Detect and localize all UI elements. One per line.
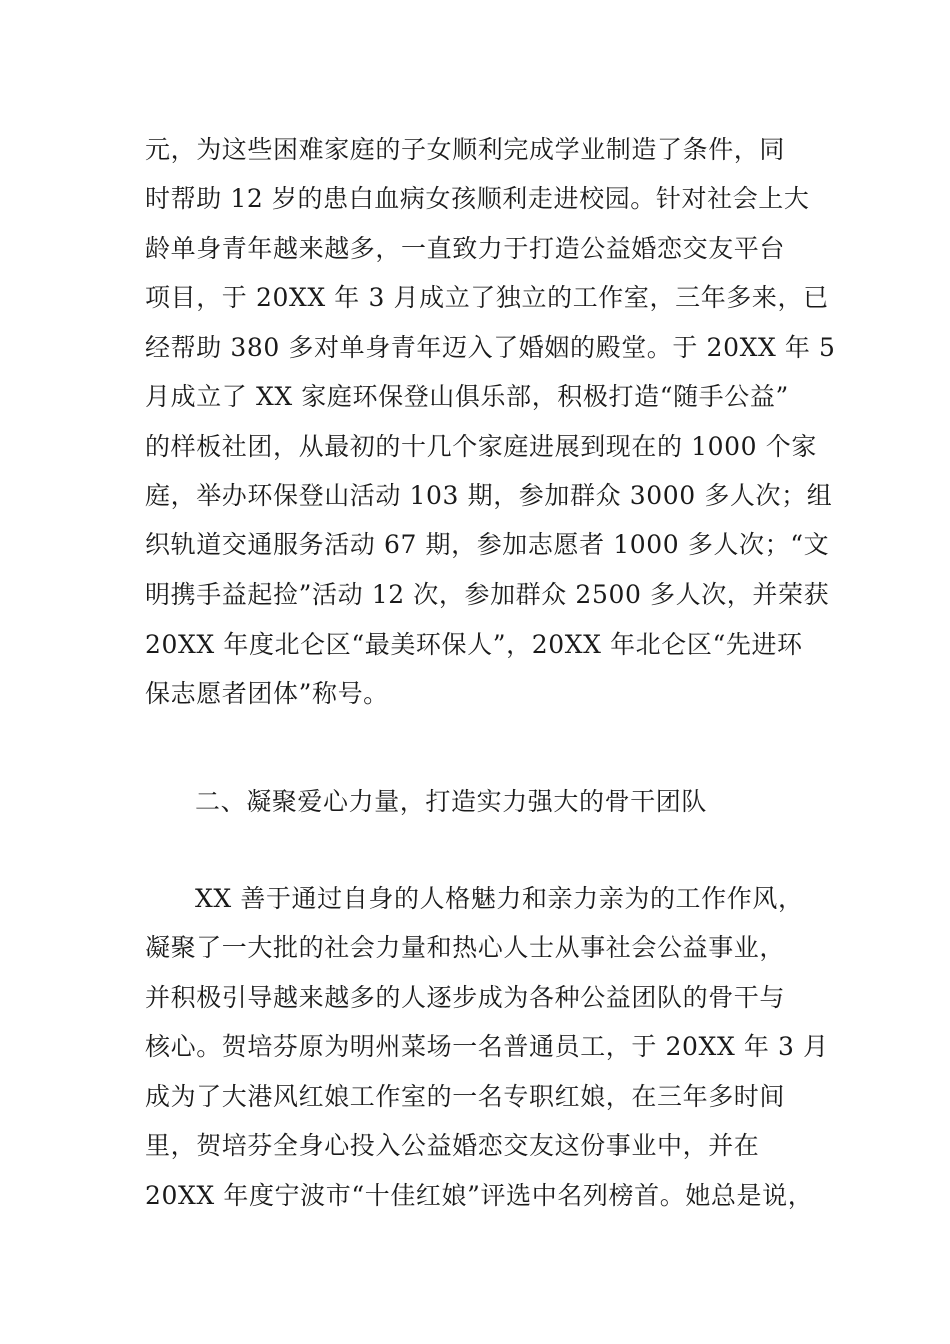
paragraph-2-line: 凝聚了一大批的社会力量和热心人士从事社会公益事业，	[145, 933, 786, 962]
paragraph-2-line: 里，贺培芬全身心投入公益婚恋交友这份事业中，并在	[145, 1131, 760, 1160]
paragraph-1-line: 庭，举办环保登山活动 103 期，参加群众 3000 多人次；组	[145, 481, 833, 510]
paragraph-2-line: 成为了大港风红娘工作室的一名专职红娘，在三年多时间	[145, 1082, 786, 1111]
paragraph-1-line: 织轨道交通服务活动 67 期，参加志愿者 1000 多人次；“文	[145, 530, 830, 559]
paragraph-1-line: 明携手益起捡”活动 12 次，参加群众 2500 多人次，并荣获	[145, 580, 830, 609]
paragraph-1-line: 保志愿者团体”称号。	[145, 679, 389, 708]
paragraph-1-line: 经帮助 380 多对单身青年迈入了婚姻的殿堂。于 20XX 年 5	[145, 333, 836, 362]
paragraph-2-line: XX 善于通过自身的人格魅力和亲力亲为的工作作风，	[195, 884, 804, 913]
paragraph-2-line: 20XX 年度宁波市“十佳红娘”评选中名列榜首。她总是说，	[145, 1181, 814, 1210]
paragraph-1-line: 20XX 年度北仑区“最美环保人”，20XX 年北仑区“先进环	[145, 630, 803, 659]
paragraph-1-line: 元，为这些困难家庭的子女顺利完成学业制造了条件，同	[145, 135, 786, 164]
paragraph-2-line: 核心。贺培芬原为明州菜场一名普通员工，于 20XX 年 3 月	[145, 1032, 829, 1061]
section-heading: 二、凝聚爱心力量，打造实力强大的骨干团队	[195, 787, 708, 816]
paragraph-1-line: 的样板社团，从最初的十几个家庭进展到现在的 1000 个家	[145, 432, 817, 461]
paragraph-1-line: 月成立了 XX 家庭环保登山俱乐部，积极打造“随手公益”	[145, 382, 789, 411]
paragraph-1-line: 项目，于 20XX 年 3 月成立了独立的工作室，三年多来，已	[145, 283, 829, 312]
paragraph-1-line: 龄单身青年越来越多，一直致力于打造公益婚恋交友平台	[145, 234, 786, 263]
paragraph-2-line: 并积极引导越来越多的人逐步成为各种公益团队的骨干与	[145, 983, 786, 1012]
paragraph-1-line: 时帮助 12 岁的患白血病女孩顺利走进校园。针对社会上大	[145, 184, 810, 213]
